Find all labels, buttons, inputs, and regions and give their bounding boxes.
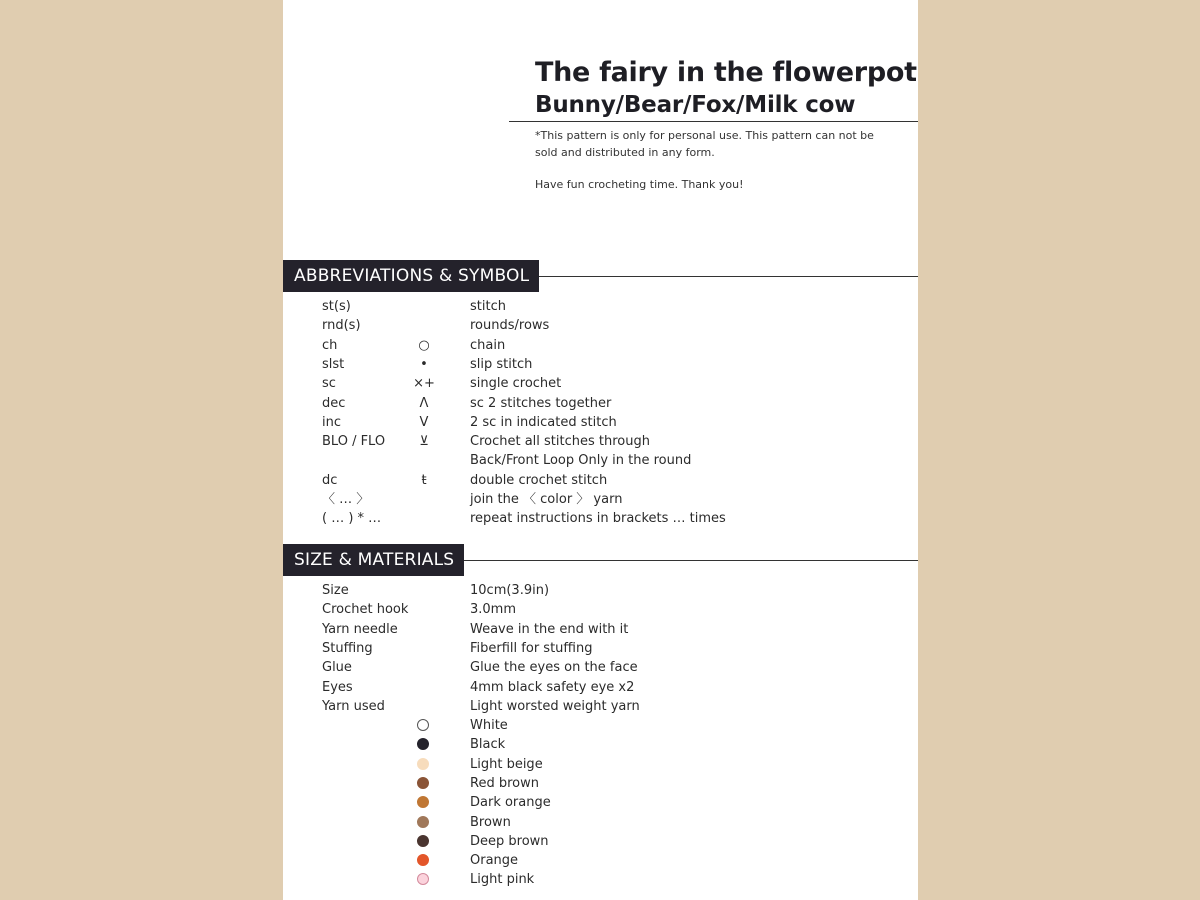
material-value: Weave in the end with it xyxy=(470,621,629,637)
material-label: Glue xyxy=(322,660,352,676)
abbreviation-meaning: join the 〈 color 〉 yarn xyxy=(470,492,623,507)
yarn-color-name: Black xyxy=(470,737,506,753)
material-label: Yarn used xyxy=(322,698,385,714)
color-swatch-icon xyxy=(417,854,429,866)
yarn-color-row xyxy=(283,813,918,832)
abbreviation-term: slst xyxy=(322,356,345,372)
abbreviation-term: ch xyxy=(322,337,338,353)
abbreviation-row xyxy=(283,451,918,470)
material-row xyxy=(283,581,918,600)
abbreviation-row xyxy=(283,509,918,528)
materials-section-header xyxy=(283,544,918,576)
yarn-color-name: Deep brown xyxy=(470,833,549,849)
yarn-color-row xyxy=(283,832,918,851)
material-label: Yarn needle xyxy=(322,621,398,637)
yarn-color-row xyxy=(283,755,918,774)
stitch-symbol-icon: ○ xyxy=(418,337,430,353)
yarn-color-name: Light pink xyxy=(470,872,535,888)
abbreviation-row xyxy=(283,316,918,335)
abbreviation-row xyxy=(283,413,918,432)
abbreviation-meaning: chain xyxy=(470,337,506,353)
stitch-symbol-icon: • xyxy=(420,356,428,372)
abbreviation-term: inc xyxy=(322,414,341,430)
abbreviation-row xyxy=(283,355,918,374)
abbreviation-row xyxy=(283,471,918,490)
usage-note xyxy=(535,127,895,193)
material-row xyxy=(283,678,918,697)
stitch-symbol-icon: Λ xyxy=(419,395,429,411)
color-swatch-icon xyxy=(417,758,429,770)
title-divider xyxy=(509,121,918,122)
abbreviation-meaning: repeat instructions in brackets … times xyxy=(470,511,726,527)
title-block xyxy=(535,56,917,120)
abbreviation-row xyxy=(283,336,918,355)
page-title: The fairy in the flowerpot xyxy=(535,57,917,88)
material-label: Eyes xyxy=(322,679,353,695)
abbreviations-heading: ABBREVIATIONS & SYMBOL xyxy=(283,260,539,292)
yarn-color-name: Red brown xyxy=(470,775,539,791)
abbreviation-term: dec xyxy=(322,395,346,411)
license-note: *This pattern is only for personal use. This pattern can not be sold and distributed in any form. xyxy=(535,129,874,159)
color-swatch-icon xyxy=(417,873,429,885)
abbreviations-divider xyxy=(539,276,918,277)
abbreviation-meaning: sc 2 stitches together xyxy=(470,395,612,411)
abbreviation-row xyxy=(283,297,918,316)
material-value: Glue the eyes on the face xyxy=(470,660,638,676)
abbreviation-row xyxy=(283,432,918,451)
material-label: Stuffing xyxy=(322,640,373,656)
color-swatch-icon xyxy=(417,835,429,847)
stitch-symbol-icon: ⊻ xyxy=(419,434,429,450)
yarn-color-name: Light beige xyxy=(470,756,543,772)
yarn-color-row xyxy=(283,774,918,793)
pattern-page xyxy=(283,0,918,900)
page-subtitle: Bunny/Bear/Fox/Milk cow xyxy=(535,92,856,118)
abbreviation-term: 〈 … 〉 xyxy=(322,492,370,507)
yarn-color-row xyxy=(283,793,918,812)
material-value: 10cm(3.9in) xyxy=(470,583,550,598)
material-value: 3.0mm xyxy=(470,602,517,618)
yarn-color-name: Brown xyxy=(470,814,511,830)
abbreviation-term: sc xyxy=(322,376,336,392)
material-value: Light worsted weight yarn xyxy=(470,698,640,714)
abbreviation-term: ( … ) * … xyxy=(322,511,382,527)
abbreviation-term: dc xyxy=(322,472,338,488)
abbreviation-meaning: Back/Front Loop Only in the round xyxy=(470,453,692,469)
abbreviation-meaning: 2 sc in indicated stitch xyxy=(470,414,617,430)
material-row xyxy=(283,620,918,639)
yarn-color-row xyxy=(283,735,918,754)
color-swatch-icon xyxy=(417,796,429,808)
yarn-color-row xyxy=(283,716,918,735)
abbreviation-meaning: single crochet xyxy=(470,376,562,392)
color-swatch-icon xyxy=(417,816,429,828)
abbreviation-meaning: slip stitch xyxy=(470,356,533,372)
abbreviations-section-header xyxy=(283,260,918,292)
material-row xyxy=(283,658,918,677)
yarn-color-row xyxy=(283,851,918,870)
material-label: Size xyxy=(322,583,349,598)
abbreviation-row xyxy=(283,394,918,413)
yarn-color-name: White xyxy=(470,718,508,733)
abbreviation-term: st(s) xyxy=(322,299,351,314)
material-row xyxy=(283,639,918,658)
abbreviation-meaning: stitch xyxy=(470,299,506,314)
material-row xyxy=(283,600,918,619)
material-value: Fiberfill for stuffing xyxy=(470,640,593,656)
abbreviation-meaning: double crochet stitch xyxy=(470,472,608,488)
color-swatch-icon xyxy=(417,719,429,731)
materials-divider xyxy=(464,560,918,561)
abbreviation-row xyxy=(283,490,918,509)
abbreviation-meaning: Crochet all stitches through xyxy=(470,434,650,450)
greeting-note: Have fun crocheting time. Thank you! xyxy=(535,178,744,191)
stitch-symbol-icon: ŧ xyxy=(421,472,427,488)
abbreviation-row xyxy=(283,374,918,393)
color-swatch-icon xyxy=(417,738,429,750)
stitch-symbol-icon: V xyxy=(419,414,429,430)
color-swatch-icon xyxy=(417,777,429,789)
materials-heading: SIZE & MATERIALS xyxy=(283,544,464,576)
abbreviation-term: BLO / FLO xyxy=(322,434,386,450)
yarn-color-row xyxy=(283,870,918,889)
yarn-color-name: Dark orange xyxy=(470,795,551,811)
material-value: 4mm black safety eye x2 xyxy=(470,679,635,695)
abbreviation-meaning: rounds/rows xyxy=(470,318,550,334)
stitch-symbol-icon: ×+ xyxy=(413,376,435,392)
abbreviation-term: rnd(s) xyxy=(322,318,361,334)
yarn-color-name: Orange xyxy=(470,853,519,869)
material-row xyxy=(283,697,918,716)
material-label: Crochet hook xyxy=(322,602,409,618)
